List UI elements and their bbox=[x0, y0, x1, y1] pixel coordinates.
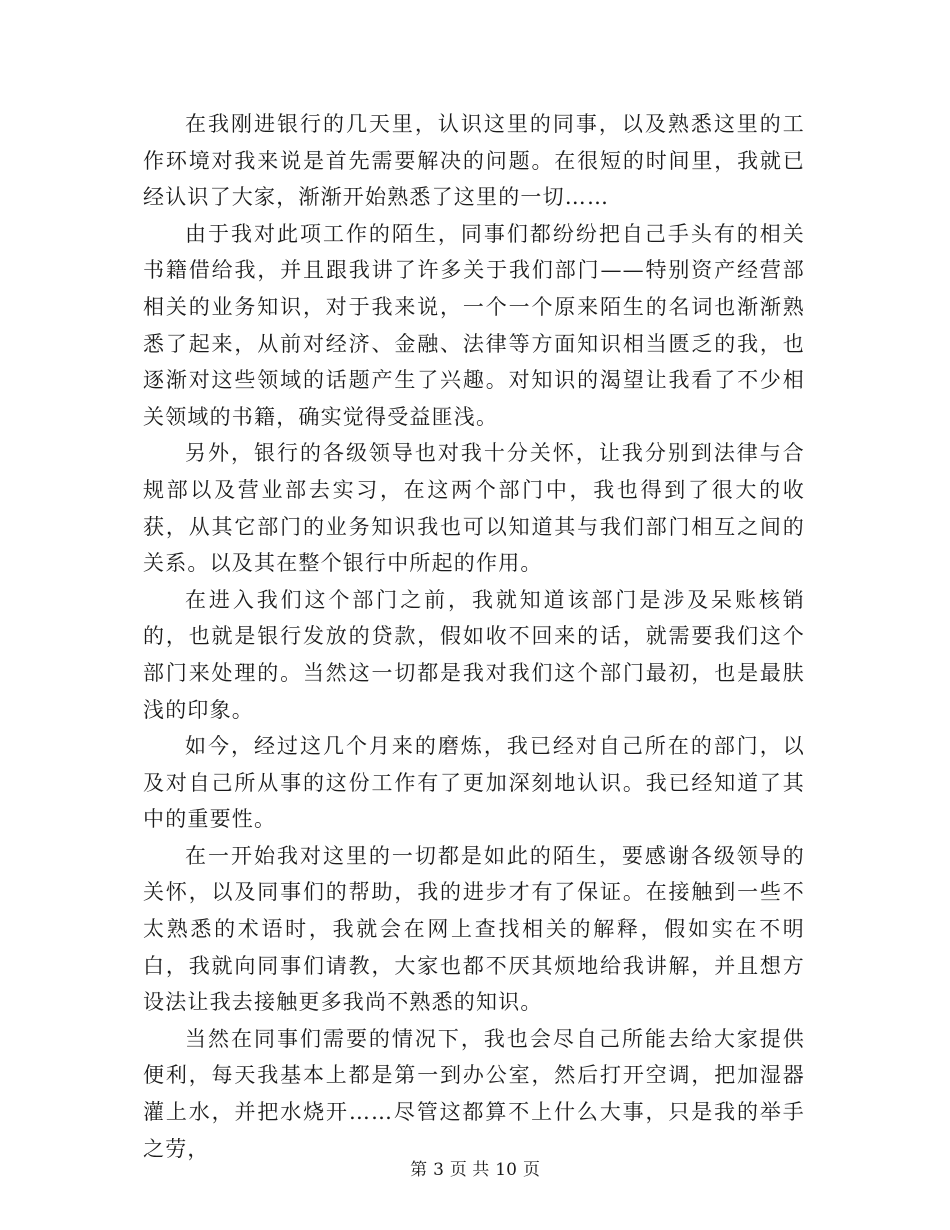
page-total: 10 bbox=[495, 1160, 517, 1180]
page-label-prefix: 第 bbox=[410, 1160, 428, 1180]
paragraph-4: 在进入我们这个部门之前，我就知道该部门是涉及呆账核销的，也就是银行发放的贷款，假如收不回来的话，就需要我们这个部门来处理的。当然这一切都是我对我们这个部门最初，也是最肤浅的印象。 bbox=[143, 587, 805, 722]
page-label-mid: 页 共 bbox=[449, 1160, 490, 1180]
paragraph-5: 如今，经过这几个月来的磨炼，我已经对自己所在的部门，以及对自己所从事的这份工作有了更加深刻地认识。我已经知道了其中的重要性。 bbox=[143, 734, 805, 832]
page-number: 3 bbox=[433, 1160, 444, 1180]
paragraph-3: 另外，银行的各级领导也对我十分关怀，让我分别到法律与合规部以及营业部去实习，在这两个部门中，我也得到了很大的收获，从其它部门的业务知识我也可以知道其与我们部门相互之间的关系。以及其在整个银行中所起的作用。 bbox=[143, 441, 805, 576]
paragraph-7: 当然在同事们需要的情况下，我也会尽自己所能去给大家提供便利，每天我基本上都是第一到办公室，然后打开空调，把加湿器灌上水，并把水烧开……尽管这都算不上什么大事，只是我的举手之劳， bbox=[143, 1026, 805, 1161]
paragraph-2: 由于我对此项工作的陌生，同事们都纷纷把自己手头有的相关书籍借给我，并且跟我讲了许多关于我们部门——特别资产经营部相关的业务知识，对于我来说，一个一个原来陌生的名词也渐渐熟悉了起来，从前对经济、金融、法律等方面知识相当匮乏的我，也逐渐对这些领域的话题产生了兴趣。对知识的渴望让我看了不少相关领域的书籍，确实觉得受益匪浅。 bbox=[143, 221, 805, 429]
paragraph-1: 在我刚进银行的几天里，认识这里的同事，以及熟悉这里的工作环境对我来说是首先需要解决的问题。在很短的时间里，我就已经认识了大家，渐渐开始熟悉了这里的一切…… bbox=[143, 112, 805, 210]
page-footer bbox=[0, 1155, 950, 1180]
page-label-suffix: 页 bbox=[522, 1160, 540, 1180]
paragraph-6: 在一开始我对这里的一切都是如此的陌生，要感谢各级领导的关怀，以及同事们的帮助，我的进步才有了保证。在接触到一些不太熟悉的术语时，我就会在网上查找相关的解释，假如实在不明白，我就向同事们请教，大家也都不厌其烦地给我讲解，并且想方设法让我去接触更多我尚不熟悉的知识。 bbox=[143, 843, 805, 1015]
document-body bbox=[143, 106, 805, 1167]
